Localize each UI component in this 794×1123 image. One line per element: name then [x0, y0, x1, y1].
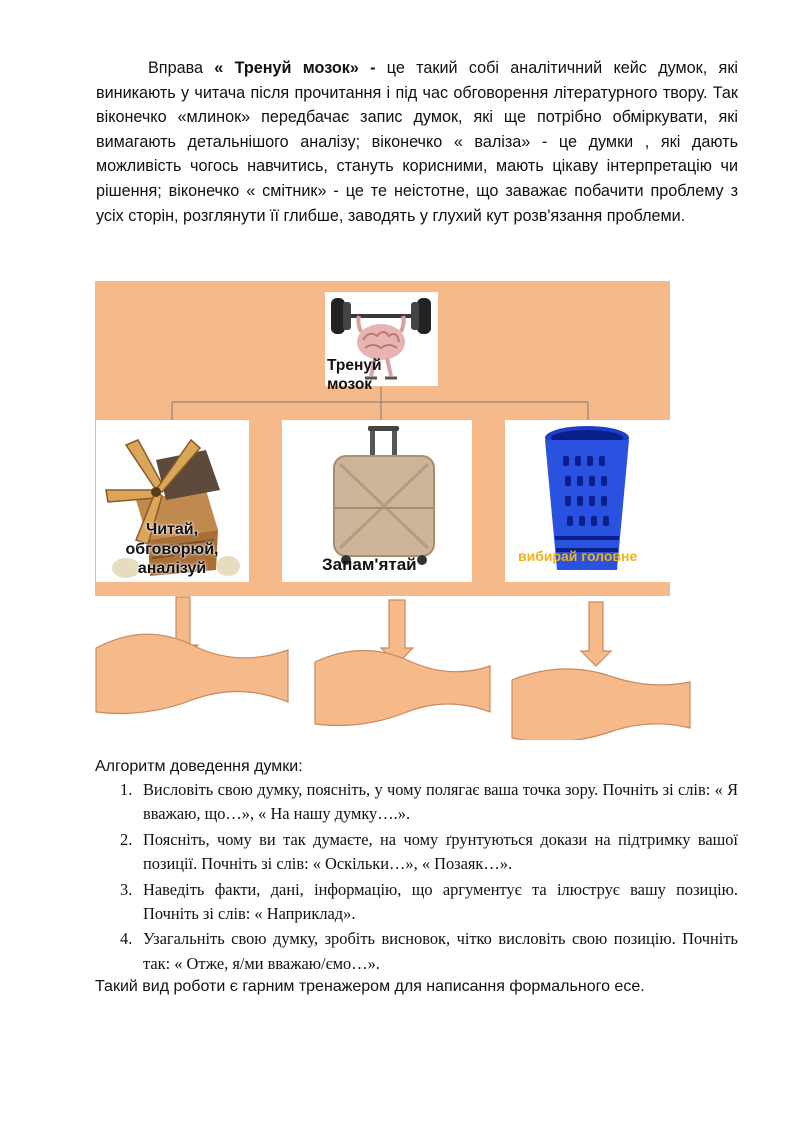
note-banner-1	[96, 634, 288, 713]
list-item: 4. Узагальніть свою думку, зробіть висновок, чітко висловіть свою позицію. Почніть так: « Отже, я/ми вважаю/ємо…».	[120, 929, 738, 973]
algorithm-title: Алгоритм доведення думки:	[95, 758, 303, 775]
exercise-title: « Тренуй мозок» -	[214, 59, 376, 77]
note-banner-3	[512, 669, 690, 740]
list-item: 2. Поясніть, чому ви так думаєте, на чому ґрунтуються докази на підтримку вашої позиції. Почніть зі слів: « Оскільки…», « Позаяк…».	[120, 829, 738, 874]
choose-main-label: вибирай головне	[518, 548, 638, 564]
algorithm-steps	[96, 778, 738, 977]
closing-sentence: Такий вид роботи є гарним тренажером для написання формального есе.	[95, 978, 645, 995]
intro-prefix: Вправа	[148, 59, 215, 77]
down-arrow-3	[581, 602, 611, 666]
list-item: 3. Наведіть факти, дані, інформацію, що аргументує та ілюструє вашу позицію. Почніть зі слів: « Наприклад».	[120, 879, 738, 924]
read-discuss-analyze-label: Читай, обговорюй, аналізуй	[125, 521, 219, 577]
list-item: 1. Висловіть свою думку, поясніть, у чому полягає ваша точка зору. Почніть зі слів: « Я вважаю, що…», « На нашу думку….».	[120, 780, 738, 824]
note-banner-2	[315, 650, 490, 725]
brain-training-label: Тренуй мозок	[327, 357, 382, 393]
intro-text: це такий собі аналітичний кейс думок, які виникають у читача після прочитання і під час обговорення літературного твору. Так віконечко «млинок» передбачає запис думок, які ще потрібно обміркувати, які вимагають детальнішого аналізу; віконечко « валіза» - це думки , які дають можливість чогось навчитись, стануть корисними, мають цікаву інтерпретацію чи рішення; віконечко « смітник» - це те неістотне, що заважає побачити проблему з усіх сторін, розглянути її глибше, заводять у глухий кут розв'язання проблеми.	[96, 59, 738, 225]
memorize-label: Запам'ятай	[322, 555, 417, 574]
